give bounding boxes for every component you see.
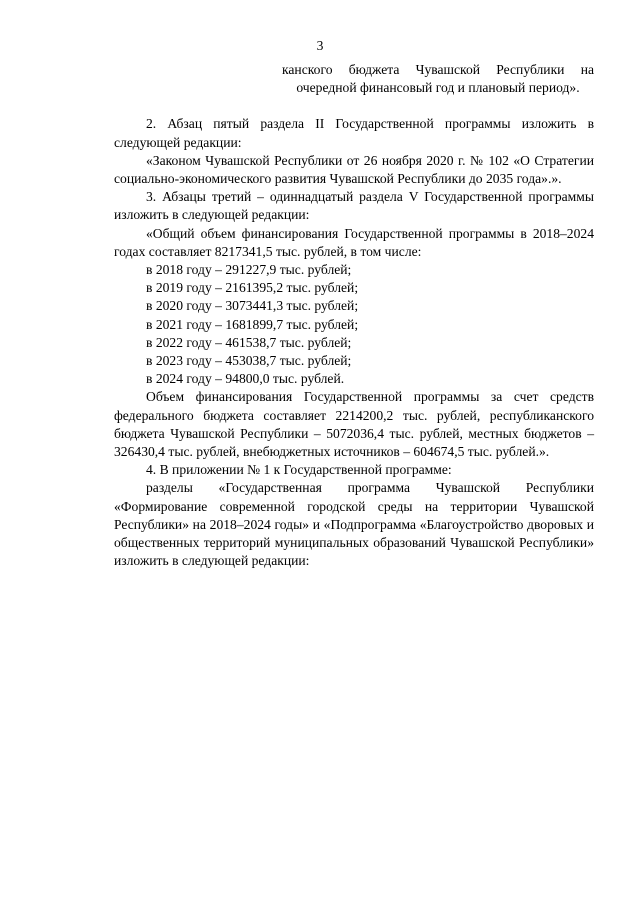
item-2-quote: «Законом Чувашской Республики от 26 ноября 2020 г. № 102 «О Стратегии социально-экономического развития Чувашской Республики до 2035 года».». bbox=[114, 152, 594, 187]
document-body bbox=[114, 61, 594, 570]
item-3-intro: «Общий объем финансирования Государственной программы в 2018–2024 годах составляет 8217341,5 тыс. рублей, в том числе: bbox=[114, 225, 594, 259]
item-3-sources: Объем финансирования Государственной программы за счет средств федерального бюджета составляет 2214200,2 тыс. рублей, республиканского бюджета Чувашской Республики – 5072036,4 тыс. рублей, местных бюджетов – 326430,4 тыс. рублей, внебюджетных источников – 604674,5 тыс. рублей.». bbox=[114, 389, 594, 460]
funding-year-2021: в 2021 году – 1681899,7 тыс. рублей; bbox=[146, 316, 359, 332]
item-4-text: разделы «Государственная программа Чувашской Республики «Формирование современной городской среды на территории Чувашской Республики» на 2018–2024 годы» и «Подпрограмма «Благоустройство дворовых и общественных территорий муниципальных образований Чувашской Республики» изложить в следующей редакции: bbox=[114, 480, 594, 569]
funding-year-2024: в 2024 году – 94800,0 тыс. рублей. bbox=[146, 371, 345, 387]
page-number: 3 bbox=[316, 38, 324, 53]
paragraph-gap bbox=[114, 97, 594, 115]
funding-year-2023: в 2023 году – 453038,7 тыс. рублей; bbox=[146, 353, 352, 369]
funding-year-2019: в 2019 году – 2161395,2 тыс. рублей; bbox=[146, 280, 359, 296]
funding-year-2018: в 2018 году – 291227,9 тыс. рублей; bbox=[146, 262, 352, 278]
item-2-heading: 2. Абзац пятый раздела II Государственной программы изложить в следующей редакции: bbox=[114, 116, 594, 150]
item-4-heading: 4. В приложении № 1 к Государственной программе: bbox=[146, 462, 452, 478]
item-3-heading: 3. Абзацы третий – одиннадцатый раздела V Государственной программы изложить в следующей редакции: bbox=[114, 189, 594, 223]
funding-by-year-list bbox=[114, 261, 594, 388]
funding-year-2022: в 2022 году – 461538,7 тыс. рублей; bbox=[146, 334, 352, 350]
funding-year-2020: в 2020 году – 3073441,3 тыс. рублей; bbox=[146, 298, 359, 314]
continuation-paragraph: канского бюджета Чувашской Республики на очередной финансовый год и плановый период». bbox=[282, 62, 594, 96]
